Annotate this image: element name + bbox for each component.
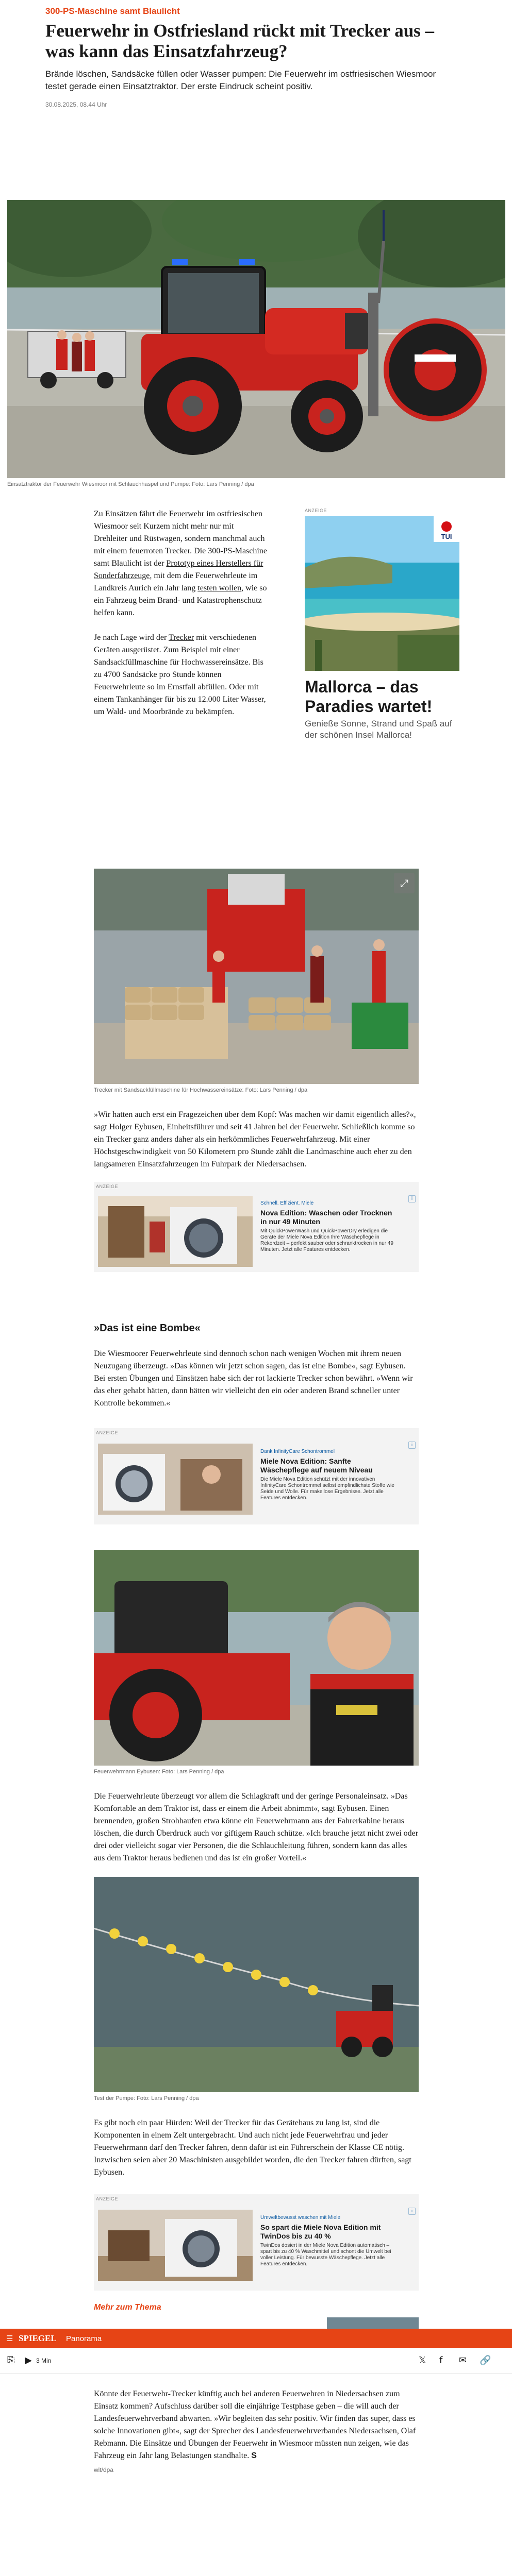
side-ad-tui[interactable] xyxy=(305,508,459,741)
paragraph-4: Die Wiesmoorer Feuerwehrleute sind dennoch schon nach wenigen Wochen mit ihrem neuen Neuzugang überzeugt. »Das können wir jetzt schon sagen, das ist eine Bombe«, sagt Eybusen. Bei ersten Übungen und Einsätzen habe sich der rot lackierte Trecker schon bewährt. »Wenn wir das eher gehabt hätten, dann hätten wir vielleicht den ein oder anderen Brand schneller unter Kontrolle bekommen.« xyxy=(94,1349,413,1408)
photo-pumpe[interactable] xyxy=(94,1877,419,2092)
signature: wit/dpa xyxy=(94,2466,114,2473)
paragraph-1-text-b: im ostfriesischen Wiesmoor seit Kurzem nicht mehr nur mit Drehleiter und Rüstwagen, sondern manchmal auch mit einem feuerroten Trecker. Die 300-PS-Maschine samt Blaulicht ist der xyxy=(94,510,267,568)
side-ad-image[interactable] xyxy=(305,516,459,671)
paragraph-7 xyxy=(94,2388,419,2462)
photo-3-caption: Feuerwehrmann Eybusen: Foto: Lars Penning / dpa xyxy=(94,1769,224,1775)
section-heading-bombe: »Das ist eine Bombe« xyxy=(94,1323,201,1334)
article-title: Feuerwehr in Ostfriesland rückt mit Trecker aus – was kann das Einsatzfahrzeug? xyxy=(45,21,435,61)
photo-2-block xyxy=(0,869,419,2329)
final-section xyxy=(0,2388,419,2494)
ad-miele-3[interactable] xyxy=(94,2194,419,2291)
read-time: 3 Min xyxy=(36,2357,52,2364)
photo-2-caption: Trecker mit Sandsackfüllmaschine für Hochwassereinsätze: Foto: Lars Penning / dpa xyxy=(94,1087,308,1093)
ad-miele-1[interactable] xyxy=(94,1182,419,1272)
ad-3-image[interactable] xyxy=(98,2210,253,2281)
washing-machine-illustration xyxy=(98,1196,253,1267)
spiegel-logo[interactable]: SPIEGEL xyxy=(19,2333,57,2343)
more-on-topic xyxy=(94,2303,419,2329)
mallorca-illustration xyxy=(305,516,459,671)
washing-machine-illustration-2 xyxy=(98,1444,253,1515)
link-copy-icon[interactable]: 🔗 xyxy=(480,2355,491,2366)
ad-info-icon[interactable]: i xyxy=(408,1195,416,1202)
more-topic-thumbnail[interactable] xyxy=(327,2317,419,2329)
side-ad-title[interactable]: Mallorca – das Paradies wartet! xyxy=(305,677,433,716)
paragraph-6: Es gibt noch ein paar Hürden: Weil der Trecker für das Gerätehaus zu lang ist, sind die Komponenten in einem Zelt untergebracht. Und auch nicht jede Feuerwehrfrau und jeder Feuerwehrmann darf den Trecker fahren, denn dafür ist ein Führerschein der Klasse CE nötig. Inzwischen seien aber 20 Maschinisten ausgebildet worden, die den Trecker fahren dürften, sagt Eybusen. xyxy=(94,2119,411,2177)
x-share-icon[interactable]: 𝕏 xyxy=(419,2355,426,2366)
paragraph-2-text-a: Je nach Lage wird der xyxy=(94,633,169,642)
ad-2-tag: ANZEIGE xyxy=(96,1430,119,1435)
ad-2-headline[interactable]: Miele Nova Edition: Sanfte Wäschepflege auf neuem Niveau xyxy=(260,1457,373,1474)
article-header xyxy=(0,0,512,108)
paragraph-1 xyxy=(94,508,269,619)
paragraph-3: »Wir hatten auch erst ein Fragezeichen über dem Kopf: Was machen wir damit eigentlich alles?«, sagt Holger Eybusen, Einheitsführer und seit 41 Jahren bei der Feuerwehr. Schließlich komme so ein Trecker ganz anders daher als ein herkömmliches Feuerwehrfahrzeug. Mit einer Höchstgeschwindigkeit von 50 Kilometern pro Stunde zählt die Landmaschine auch eher zu den langsameren Einsatzfahrzeugen im Fuhrpark der Niedersachsen. xyxy=(94,1110,416,1168)
link-prototyp[interactable]: Prototyp eines Herstellers für Sonderfahrzeuge xyxy=(94,559,263,580)
ad-1-tag: ANZEIGE xyxy=(96,1184,119,1189)
paragraph-1-text-c: , mit dem die Feuerwehrleute im Landkreis Aurich ein Jahr lang xyxy=(94,571,258,592)
paragraph-2-text-b: mit verschiedenen Geräten ausgerüstet. Zum Beispiel mit einer Sandsackfüllmaschine für Hochwassereinsätze. Bis zu 4700 Sandsäcke pro Stunde können Feuerwehrleute so im Ernstfall abfüllen. Oder mit einem Tankanhänger für bis zu 12.000 Liter Wasser, um Wald- und Moorbrände zu bekämpfen. xyxy=(94,633,266,716)
hero-caption: Einsatztraktor der Feuerwehr Wiesmoor mit Schlauchhaspel und Pumpe: Foto: Lars Penning / dpa xyxy=(7,481,254,487)
article-body-column xyxy=(94,508,269,718)
tui-logo-text: TUI xyxy=(441,533,452,540)
ad-1-headline[interactable]: Nova Edition: Waschen oder Trocknen in nur 49 Minuten xyxy=(260,1209,392,1226)
email-share-icon[interactable]: ✉ xyxy=(459,2355,467,2366)
side-ad-text: Genieße Sonne, Strand und Spaß auf der schönen Insel Mallorca! xyxy=(305,719,452,740)
paragraph-2 xyxy=(94,632,269,718)
play-audio-icon[interactable]: ▶ xyxy=(25,2355,32,2366)
section-label[interactable]: Panorama xyxy=(66,2334,102,2343)
sandsack-illustration xyxy=(94,869,419,1084)
more-on-topic-label: Mehr zum Thema xyxy=(94,2303,161,2312)
menu-icon[interactable]: ☰ xyxy=(6,2334,13,2343)
photo-4-caption: Test der Pumpe: Foto: Lars Penning / dpa xyxy=(94,2095,199,2102)
paragraph-1-text-d: , wie so ein Fahrzeug beim Brand- und Katastrophenschutz helfen kann. xyxy=(94,584,267,617)
spiegel-brand-bar xyxy=(0,2329,512,2348)
end-mark: S xyxy=(251,2451,257,2460)
ad-3-brand: Umweltbewusst waschen mit Miele xyxy=(260,2215,341,2221)
link-testen-wollen[interactable]: testen wollen xyxy=(197,584,242,592)
link-feuerwehr[interactable]: Feuerwehr xyxy=(169,510,205,518)
pumpe-illustration xyxy=(94,1877,419,2092)
ad-3-headline[interactable]: So spart die Miele Nova Edition mit TwinDos bis zu 40 % xyxy=(260,2223,381,2240)
bookmark-icon[interactable]: ⎘ xyxy=(7,2355,15,2366)
ad-info-icon-3[interactable]: i xyxy=(408,2208,416,2215)
ad-3-body: TwinDos dosiert in der Miele Nova Edition automatisch – spart bis zu 40 % Waschmittel und schont die Umwelt bei voller Leistung. Für bewusste Wäschepflege. Jetzt alle Features entdecken. xyxy=(260,2243,391,2267)
article-toolbar xyxy=(0,2348,512,2374)
ad-miele-2[interactable] xyxy=(94,1428,419,1524)
ad-1-image[interactable] xyxy=(98,1196,253,1267)
paragraph-1-text-a: Zu Einsätzen fährt die xyxy=(94,510,169,518)
hero-illustration xyxy=(7,200,505,478)
link-trecker[interactable]: Trecker xyxy=(168,633,194,642)
ad-2-body: Die Miele Nova Edition schützt mit der innovativen InfinityCare Schontrommel selbst empfindlichste Stoffe wie Seide und Wolle. Für makellose Ergebnisse. Jetzt alle Features entdecken. xyxy=(260,1477,394,1501)
ad-3-tag: ANZEIGE xyxy=(96,2196,119,2201)
article-teaser: Brände löschen, Sandsäcke füllen oder Wasser pumpen: Die Feuerwehr im ostfriesischen Wiesmoor testet gerade einen Einsatztraktor. Der erste Eindruck scheint positiv. xyxy=(45,69,436,91)
side-ad-tag: ANZEIGE xyxy=(305,508,327,513)
ad-info-icon-2[interactable]: i xyxy=(408,1442,416,1449)
photo-sandsack[interactable] xyxy=(94,869,419,1084)
facebook-share-icon[interactable]: f xyxy=(439,2355,443,2366)
paragraph-7-text: Könnte der Feuerwehr-Trecker künftig auch bei anderen Feuerwehren in Niedersachsen zum Einsatz kommen? Aufschluss darüber soll die einjährige Testphase geben – die will auch der Landesfeuerwehrverband abwarten. »Wir begleiten das sehr positiv. Wir finden das super, dass es solche Innovationen gibt«, sagt der Sprecher des Landesfeuerwehrverbandes Niedersachsen, Olaf Rebmann. Die Einsätze und Übungen der Feuerwehr in Wiesmoor müssten nun zeigen, wie das Fahrzeug ein Jahr lang Belastungen standhalte. xyxy=(94,2389,416,2460)
content-two-column xyxy=(0,508,512,869)
ad-1-brand: Schnell. Effizient. Miele xyxy=(260,1200,314,1206)
ad-1-body: Mit QuickPowerWash und QuickPowerDry erledigen die Geräte der Miele Nova Edition Ihre Wäschepflege in Rekordzeit – perfekt sauber oder schranktrocken in nur 49 Minuten. Jetzt alle Features entdecken. xyxy=(260,1228,393,1252)
ad-2-brand: Dank InfinityCare Schontrommel xyxy=(260,1449,335,1454)
paragraph-5: Die Feuerwehrleute überzeugt vor allem die Schlagkraft und der geringe Personaleinsatz. »Das Komfortable an dem Traktor ist, dass er einem die Arbeit abnimmt«, sagt Eybusen. Einen brennenden, großen Strohhaufen etwa könne ein Feuerwehrmann aus der Fahrerkabine heraus löschen, die durch Überdruck auch vor giftigem Rauch schütze. »Ich brauche jetzt nicht zwei oder drei oder vielleicht sogar vier Personen, die die Schlauchleitung führen, sondern kann das alles aus dem Traktor heraus bedienen und das ist ein großer Vorteil.« xyxy=(94,1792,419,1862)
article-kicker: 300-PS-Maschine samt Blaulicht xyxy=(45,6,180,16)
ad-2-image[interactable] xyxy=(98,1444,253,1515)
photo-eybusen[interactable] xyxy=(94,1550,419,1766)
eybusen-illustration xyxy=(94,1550,419,1766)
hero-image[interactable] xyxy=(7,200,505,478)
expand-icon[interactable]: ⤢ xyxy=(394,873,415,893)
article-date: 30.08.2025, 08.44 Uhr xyxy=(45,101,107,108)
washing-machine-illustration-3 xyxy=(98,2210,253,2281)
